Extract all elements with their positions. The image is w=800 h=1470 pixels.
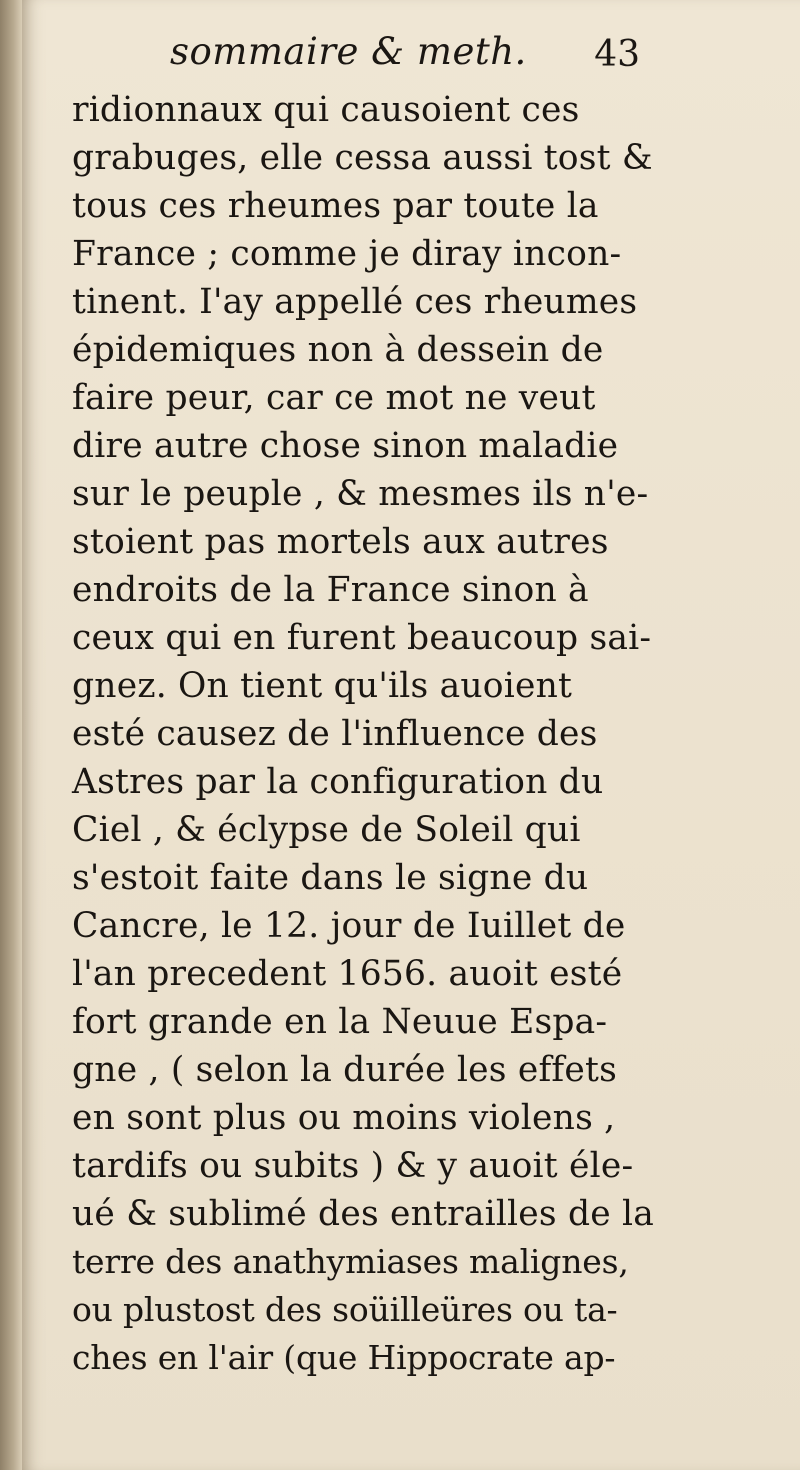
text-line: esté causez de l'influence des [72, 714, 598, 754]
text-line: l'an precedent 1656. auoit esté [72, 954, 623, 994]
text-line: fort grande en la Neuue Espa- [72, 1002, 608, 1042]
body-text [72, 86, 655, 1382]
text-line: gne , ( selon la durée les effets [72, 1050, 617, 1090]
page-header [170, 30, 650, 88]
text-line: tardifs ou subits ) & y auoit éle- [72, 1146, 634, 1186]
text-line: en sont plus ou moins violens , [72, 1098, 616, 1138]
text-line: dire autre chose sinon maladie [72, 426, 619, 466]
text-line: ué & sublimé des entrailles de la [72, 1194, 655, 1234]
text-line: Astres par la configuration du [72, 762, 604, 802]
book-page [22, 0, 800, 1470]
text-line: tous ces rheumes par toute la [72, 186, 599, 226]
text-line: s'estoit faite dans le signe du [72, 858, 589, 898]
text-line: ceux qui en furent beaucoup sai- [72, 618, 652, 658]
text-line: endroits de la France sinon à [72, 570, 589, 610]
text-line: ou plustost des soüilleüres ou ta- [72, 1290, 618, 1329]
running-title: sommaire & meth. [170, 30, 527, 73]
text-line: terre des anathymiases malignes, [72, 1242, 629, 1281]
text-line: tinent. I'ay appellé ces rheumes [72, 282, 638, 322]
text-line: gnez. On tient qu'ils auoient [72, 666, 573, 706]
text-line: épidemiques non à dessein de [72, 330, 604, 370]
page-number: 43 [594, 34, 640, 75]
text-line: ridionnaux qui causoient ces [72, 90, 580, 130]
text-line: Cancre, le 12. jour de Iuillet de [72, 906, 626, 946]
text-line: France ; comme je diray incon- [72, 234, 622, 274]
text-line: faire peur, car ce mot ne veut [72, 378, 596, 418]
text-line: grabuges, elle cessa aussi tost & [72, 138, 653, 178]
text-line: stoient pas mortels aux autres [72, 522, 609, 562]
text-line: sur le peuple , & mesmes ils n'e- [72, 474, 649, 514]
book-gutter [0, 0, 22, 1470]
text-line: ches en l'air (que Hippocrate ap- [72, 1338, 616, 1377]
text-line: Ciel , & éclypse de Soleil qui [72, 810, 581, 850]
